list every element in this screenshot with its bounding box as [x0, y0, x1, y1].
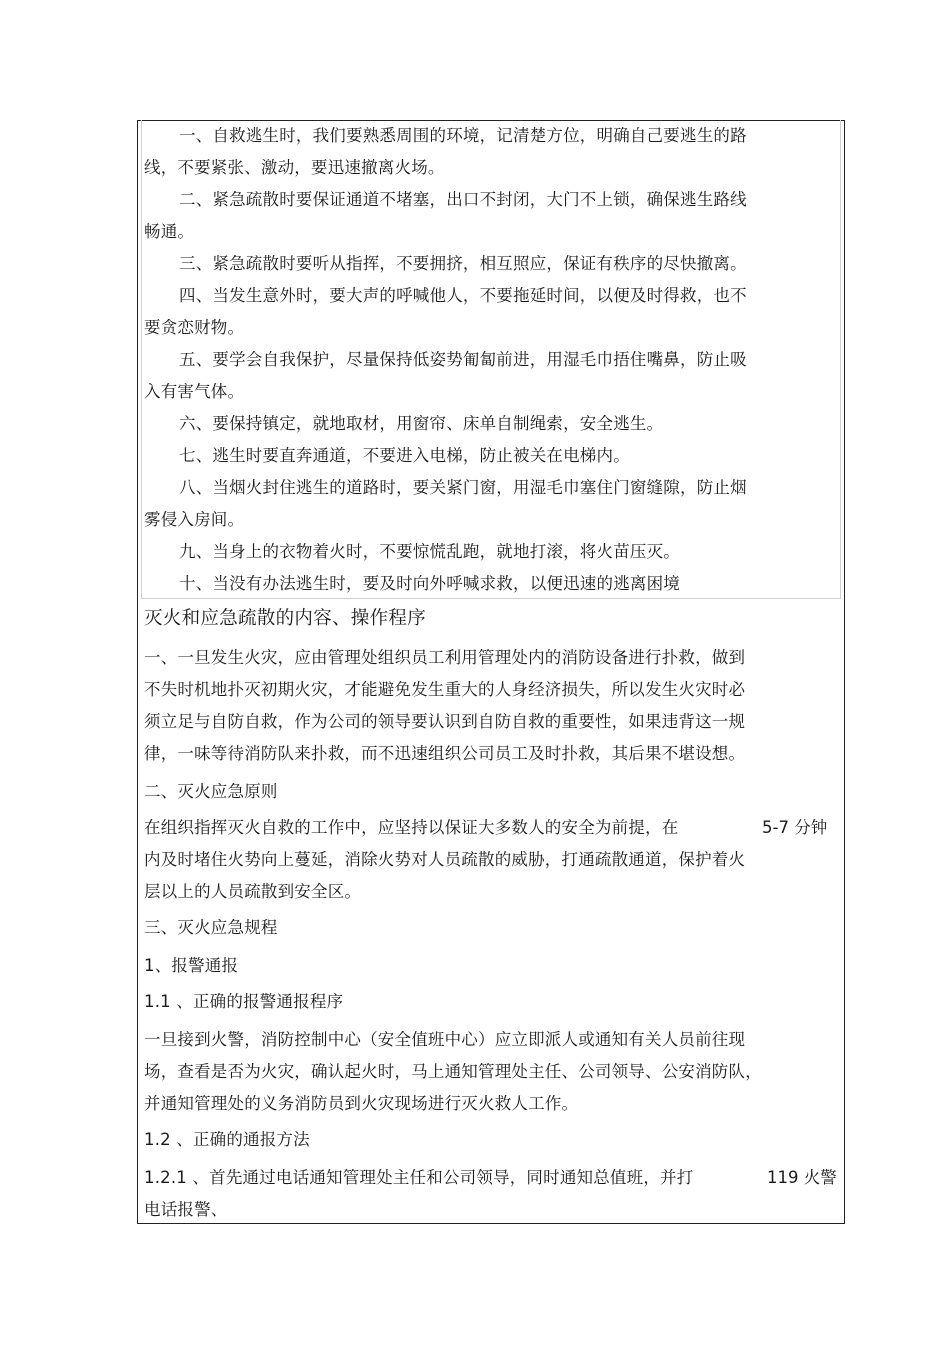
- p4-line-2: 电话报警、: [144, 1200, 228, 1219]
- heading-principles: 二、灭火应急原则: [144, 782, 278, 801]
- rule-2-line-1: 二、紧急疏散时要保证通道不堵塞，出口不封闭，大门不上锁，确保逃生路线: [179, 190, 747, 209]
- rule-2-line-2: 畅通。: [144, 222, 195, 241]
- rule-6-line-1: 六、要保持镇定，就地取材，用窗帘、床单自制绳索，安全逃生。: [179, 414, 664, 433]
- heading-procedures: 三、灭火应急规程: [144, 918, 278, 937]
- rule-1-line-1: 一、自救逃生时，我们要熟悉周围的环境，记清楚方位，明确自己要逃生的路: [179, 126, 747, 145]
- rule-4-line-1: 四、当发生意外时，要大声的呼喊他人，不要拖延时间，以便及时得救，也不: [179, 286, 747, 305]
- p3-line-2: 场，查看是否为火灾，确认起火时，马上通知管理处主任、公司领导、公安消防队，: [144, 1062, 762, 1081]
- rule-9-line-1: 九、当身上的衣物着火时，不要惊慌乱跑，就地打滚，将火苗压灭。: [179, 542, 680, 561]
- rule-5-line-1: 五、要学会自我保护，尽量保持低姿势匍匐前进，用湿毛巾捂住嘴鼻，防止吸: [179, 350, 747, 369]
- rule-3-line-1: 三、紧急疏散时要听从指挥，不要拥挤，相互照应，保证有秩序的尽快撤离。: [179, 254, 747, 273]
- p1-line-4: 律，一味等待消防队来扑救，而不迅速组织公司员工及时扑救，其后果不堪设想。: [144, 744, 746, 763]
- p2-line-1-tail: 5-7 分钟: [762, 818, 828, 837]
- heading-alarm-procedure: 1.1 、正确的报警通报程序: [144, 992, 344, 1011]
- rule-4-line-2: 要贪恋财物。: [144, 318, 245, 337]
- rule-8-line-1: 八、当烟火封住逃生的道路时，要关紧门窗，用湿毛巾塞住门窗缝隙，防止烟: [179, 478, 747, 497]
- rule-1-line-2: 线，不要紧张、激动，要迅速撤离火场。: [144, 158, 445, 177]
- heading-report-method: 1.2 、正确的通报方法: [144, 1130, 310, 1149]
- p4-line-1-tail: 119 火警: [767, 1168, 837, 1187]
- heading-alarm-report: 1、报警通报: [144, 956, 239, 975]
- p1-line-1: 一、一旦发生火灾，应由管理处组织员工利用管理处内的消防设备进行扑救，做到: [144, 648, 746, 667]
- p2-line-2: 内及时堵住火势向上蔓延，消除火势对人员疏散的威胁，打通疏散通道，保护着火: [144, 850, 746, 869]
- rule-7-line-1: 七、逃生时要直奔通道，不要进入电梯，防止被关在电梯内。: [179, 446, 630, 465]
- p3-line-1: 一旦接到火警，消防控制中心（安全值班中心）应立即派人或通知有关人员前往现: [144, 1030, 746, 1049]
- section-title: 灭火和应急疏散的内容、操作程序: [144, 608, 427, 629]
- p1-line-2: 不失时机地扑灭初期火灾，才能避免发生重大的人身经济损失，所以发生火灾时必: [144, 680, 746, 699]
- rule-8-line-2: 雾侵入房间。: [144, 510, 245, 529]
- rule-5-line-2: 入有害气体。: [144, 382, 245, 401]
- p2-line-1: 在组织指挥灭火自救的工作中，应坚持以保证大多数人的安全为前提，在: [144, 818, 679, 837]
- p2-line-3: 层以上的人员疏散到安全区。: [144, 882, 362, 901]
- p1-line-3: 须立足与自防自救，作为公司的领导要认识到自防自救的重要性，如果违背这一规: [144, 712, 746, 731]
- p4-line-1: 1.2.1 、首先通过电话通知管理处主任和公司领导，同时通知总值班，并打: [144, 1168, 694, 1187]
- rule-10-line-1: 十、当没有办法逃生时，要及时向外呼喊求救，以便迅速的逃离困境: [179, 574, 680, 593]
- p3-line-3: 并通知管理处的义务消防员到火灾现场进行灭火救人工作。: [144, 1094, 579, 1113]
